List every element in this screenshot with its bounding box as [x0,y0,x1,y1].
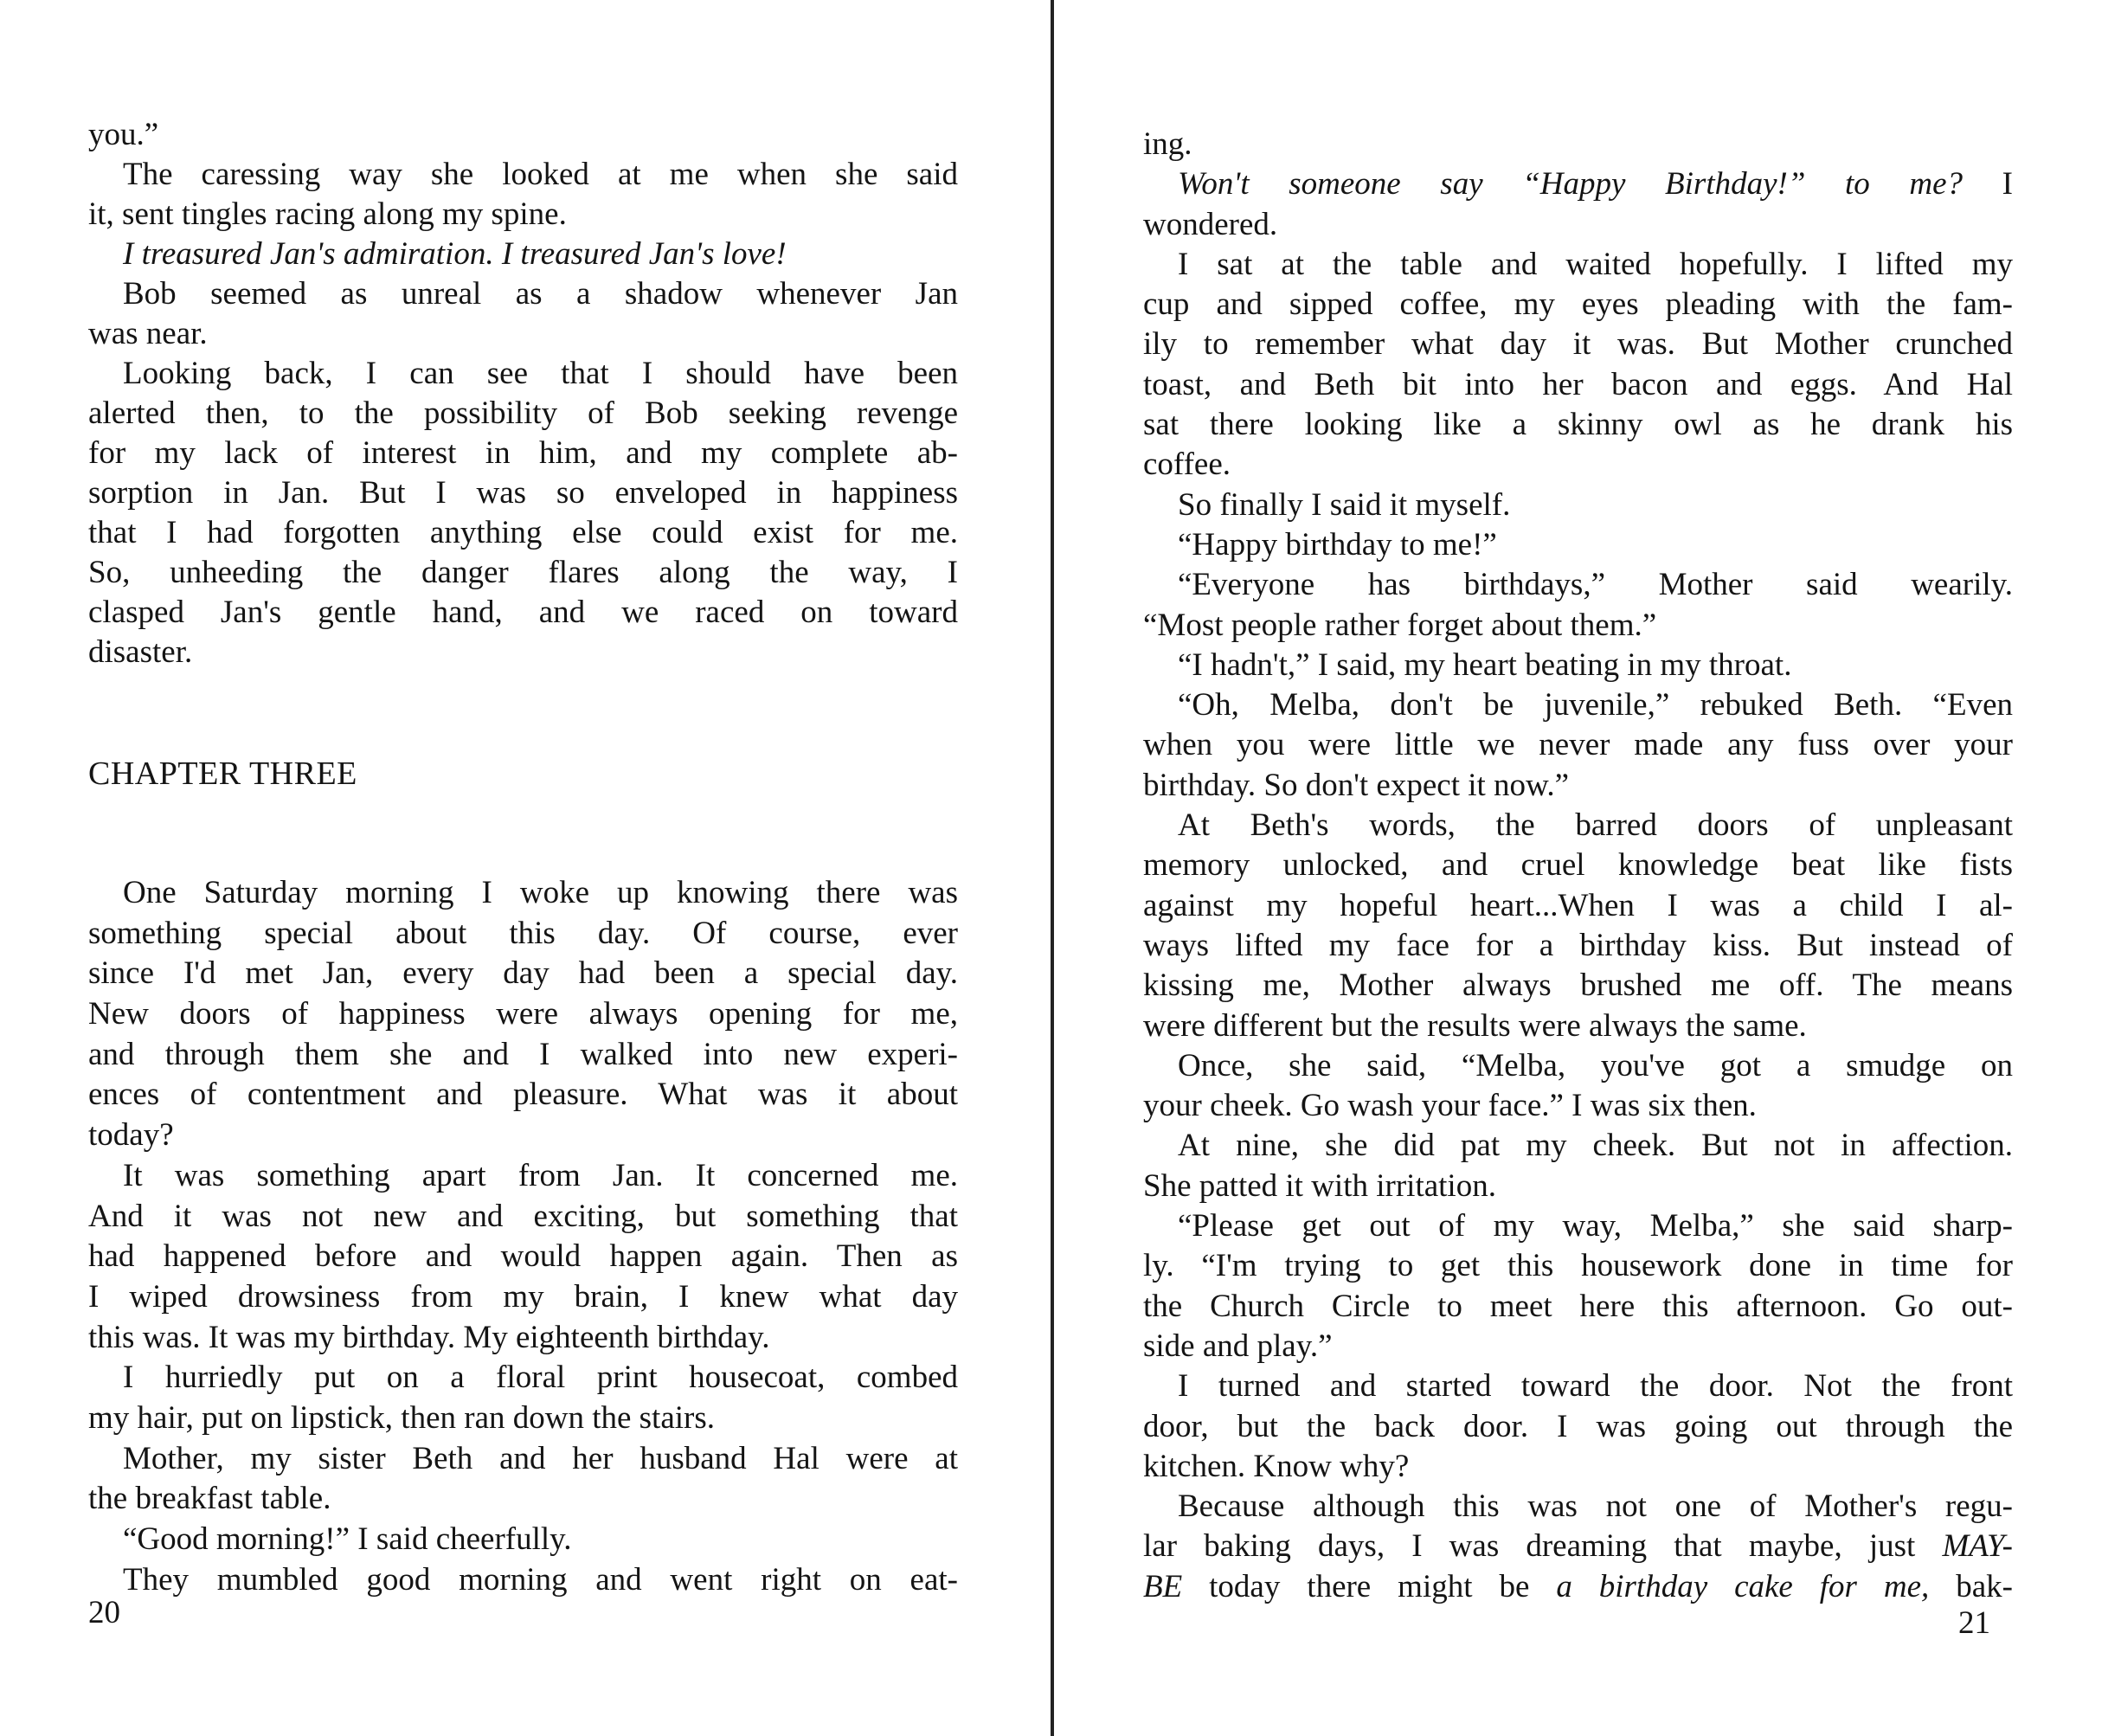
text-run: I wiped drowsiness from my brain, I knew what day [88,1278,958,1315]
text-run: So, unheeding the danger flares along the way, I [88,555,958,590]
text-line [1143,125,2013,164]
text-run: The caressing way she looked at me when she said [123,157,958,192]
text-run: At nine, she did pat my cheek. But not in affection. [1178,1128,2013,1164]
italic-text-run: MAY- [1942,1528,2013,1565]
text-run: coffee. [1143,447,1231,483]
book-gutter [1051,0,1054,1736]
text-line [88,873,958,914]
text-line [88,115,958,155]
text-line [1143,1246,2013,1286]
text-run: kissing me, Mother always brushed me off. The means [1143,968,2013,1004]
text-run: ily to remember what day it was. But Mother crunched [1143,326,2013,363]
text-run: One Saturday morning I woke up knowing there was [123,875,958,910]
text-line [1143,285,2013,325]
text-run: ly. “I'm trying to get this housework done in time for [1143,1248,2013,1284]
text-line [1143,1567,2013,1607]
text-line [1143,164,2013,204]
text-line [1143,685,2013,725]
left-page-top-text [88,115,958,672]
left-page [0,0,1052,1736]
text-line [1143,565,2013,605]
text-line [88,1237,958,1277]
text-line [88,633,958,672]
text-run: ways lifted my face for a birthday kiss. But instead of [1143,927,2013,963]
text-line [88,1197,958,1238]
chapter-heading: CHAPTER THREE [88,755,357,792]
text-run: and through them she and I walked into new experi- [88,1036,958,1072]
text-run: They mumbled good morning and went right on eat- [123,1561,958,1598]
text-run: I sat at the table and waited hopefully. I lifted my [1178,246,2013,282]
text-line [88,1520,958,1560]
text-run: door, but the back door. I was going out through the [1143,1408,2013,1444]
text-run: it, sent tingles racing along my spine. [88,196,567,232]
text-line [1143,1206,2013,1246]
text-run: clasped Jan's gentle hand, and we raced on toward [88,595,958,630]
text-line [88,914,958,955]
italic-text-run: Won't someone say “Happy Birthday!” to me? [1178,166,1964,203]
text-run: At Beth's words, the barred doors of unpleasant [1178,807,2013,844]
text-line [1143,926,2013,966]
text-run: “Everyone has birthdays,” Mother said wearily. [1178,567,2013,603]
text-line [88,195,958,235]
text-line [1143,1527,2013,1566]
text-run: my hair, put on lipstick, then ran down the stairs. [88,1399,716,1436]
text-line [1143,1287,2013,1327]
text-run: New doors of happiness were always opening for me, [88,996,958,1032]
text-line [88,994,958,1035]
text-run: were different but the results were always the same. [1143,1007,1807,1044]
text-run: against my hopeful heart...When I was a child I al- [1143,887,2013,923]
text-line [1143,525,2013,565]
text-run: disaster. [88,634,193,670]
text-run: memory unlocked, and cruel knowledge beat like fists [1143,847,2013,884]
text-run: was near. [88,316,208,351]
text-line [88,1479,958,1520]
text-line [1143,1167,2013,1206]
text-line [1143,1126,2013,1166]
text-run: your cheek. Go wash your face.” I was six then. [1143,1088,1757,1124]
text-line [88,354,958,394]
text-line [1143,365,2013,405]
italic-text-run: a birthday cake for me, [1556,1568,1930,1604]
text-line [88,434,958,473]
text-line [1143,1327,2013,1366]
text-run: Mother, my sister Beth and her husband Hal were at [123,1440,958,1476]
text-line [1143,966,2013,1006]
text-line [1143,1046,2013,1086]
text-line [88,274,958,314]
text-line [88,1560,958,1601]
text-run: today? [88,1117,174,1154]
text-run: sorption in Jan. But I was so enveloped in happiness [88,475,958,511]
text-run: side and play.” [1143,1328,1333,1364]
text-line [88,1116,958,1156]
text-run: “Most people rather forget about them.” [1143,607,1657,643]
text-line [88,1156,958,1197]
text-run: I hurriedly put on a floral print housecoat, combed [123,1360,958,1396]
text-line [1143,245,2013,285]
text-run: ing. [1143,126,1192,162]
text-line [88,155,958,195]
text-run: something special about this day. Of course, ever [88,915,958,951]
text-run: the breakfast table. [88,1481,331,1517]
text-line [1143,845,2013,885]
text-line [88,1358,958,1398]
text-run: toast, and Beth bit into her bacon and eggs. And Hal [1143,366,2013,402]
text-run: Looking back, I can see that I should have been [123,356,958,391]
text-run: the Church Circle to meet here this afternoon. Go out- [1143,1288,2013,1324]
text-run: for my lack of interest in him, and my complete ab- [88,435,958,471]
text-line [88,1439,958,1480]
text-run: when you were little we never made any fuss over your [1143,727,2013,763]
text-run: alerted then, to the possibility of Bob seeking revenge [88,395,958,431]
text-line [88,473,958,513]
text-run: Bob seemed as unreal as a shadow whenever Jan [123,276,958,312]
text-run: you.” [88,117,159,152]
text-run: kitchen. Know why? [1143,1448,1410,1484]
text-line [1143,1447,2013,1487]
text-run: “Good morning!” I said cheerfully. [123,1521,572,1557]
text-run: Once, she said, “Melba, you've got a smudge on [1178,1047,2013,1083]
text-line [1143,205,2013,245]
text-line [1143,405,2013,445]
text-line [88,1035,958,1076]
text-line [1143,1487,2013,1527]
text-run: ences of contentment and pleasure. What was it about [88,1077,958,1113]
text-line [1143,485,2013,525]
text-run: “I hadn't,” I said, my heart beating in my throat. [1178,646,1792,683]
text-line [88,1398,958,1439]
text-line [88,553,958,593]
text-line [1143,725,2013,765]
text-line [1143,806,2013,845]
text-run: wondered. [1143,206,1278,242]
text-run: that I had forgotten anything else could exist for me. [88,515,958,550]
right-page [1056,0,2121,1736]
text-run: bak- [1929,1568,2013,1604]
text-run: had happened before and would happen again. Then as [88,1238,958,1275]
text-line [88,394,958,434]
text-run: “Happy birthday to me!” [1178,526,1497,563]
text-run: since I'd met Jan, every day had been a special day. [88,955,958,992]
text-line [1143,646,2013,685]
text-run: I turned and started toward the door. Not the front [1178,1368,2013,1405]
text-run: It was something apart from Jan. It concerned me. [123,1157,958,1193]
text-run: today there might be [1182,1568,1557,1604]
text-run: lar baking days, I was dreaming that maybe, just [1143,1528,1943,1565]
right-page-text [1143,125,2013,1607]
text-line [1143,1006,2013,1046]
page-number-left: 20 [88,1595,120,1630]
italic-text-run: I treasured Jan's admiration. I treasured Jan's love! [123,236,787,272]
text-line [88,1277,958,1318]
text-line [1143,606,2013,646]
text-line [88,954,958,994]
text-line [1143,1366,2013,1406]
italic-text-run: BE [1143,1568,1183,1604]
page-number-right: 21 [1958,1605,1990,1641]
text-run: cup and sipped coffee, my eyes pleading with the fam- [1143,286,2013,323]
text-line [88,593,958,633]
text-line [1143,1086,2013,1126]
text-line [88,513,958,553]
text-run: “Please get out of my way, Melba,” she said sharp- [1178,1208,2013,1244]
text-run: sat there looking like a skinny owl as he drank his [1143,407,2013,443]
text-run: She patted it with irritation. [1143,1167,1496,1204]
text-line [1143,766,2013,806]
text-run: “Oh, Melba, don't be juvenile,” rebuked Beth. “Even [1178,687,2013,723]
text-run: this was. It was my birthday. My eighteenth birthday. [88,1319,770,1355]
text-run: And it was not new and exciting, but something that [88,1198,958,1234]
text-line [1143,1407,2013,1447]
text-line [88,235,958,274]
text-run: Because although this was not one of Mother's regu- [1178,1488,2013,1525]
left-page-chapter-text [88,873,958,1600]
text-run: So finally I said it myself. [1178,486,1511,523]
text-run: birthday. So don't expect it now.” [1143,767,1570,803]
text-line [88,1318,958,1359]
text-run: I [1963,166,2013,203]
text-line [1143,325,2013,364]
text-line [1143,445,2013,485]
text-line [88,1075,958,1116]
text-line [1143,886,2013,926]
text-line [88,314,958,354]
